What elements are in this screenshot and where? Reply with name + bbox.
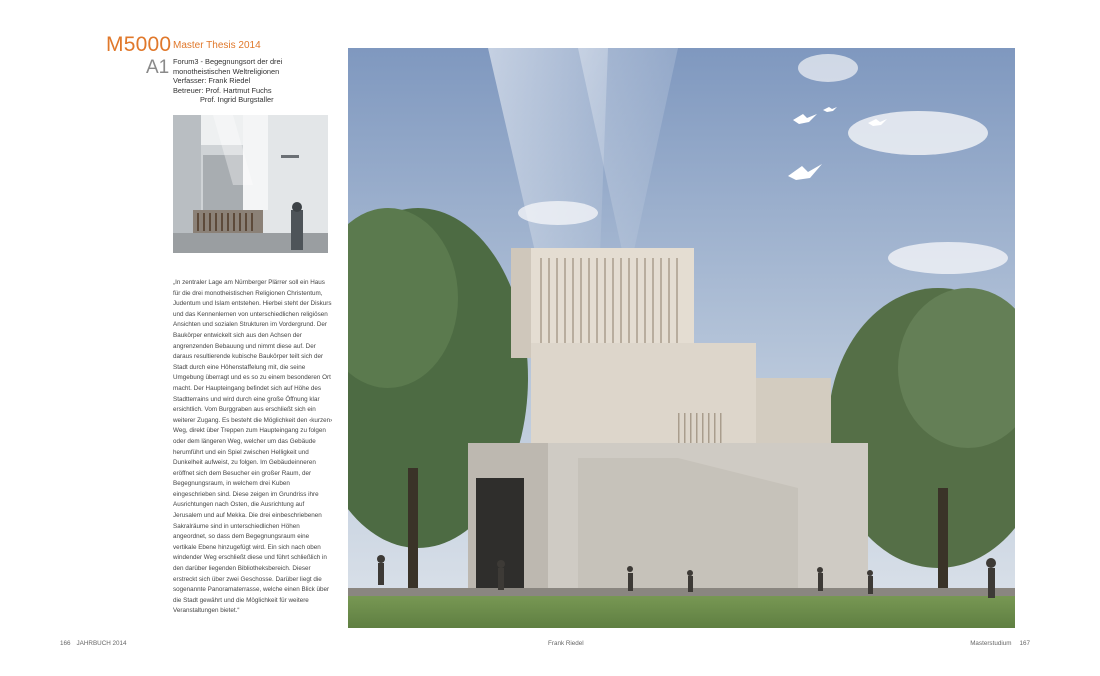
exterior-render-image (348, 48, 1015, 628)
body-paragraph: „In zentraler Lage am Nürnberger Plärrer soll ein Haus für die drei monotheistischen Religionen Christentum, Judentum und Islam entstehen. Hierbei steht der Diskurs und das Kennenlernen von unterschiedlichen religiösen Ansichten und sozialen Strukturen im Vordergrund. Der Baukörper entwickelt sich aus den Achsen der angrenzenden Bebauung und nimmt diese auf. Der daraus resultierende kubische Baukörper teilt sich der Stadt durch eine Höhenstaffelung mit, die seine Umgebung überragt und es so zu einem besonderen Ort macht. Der Haupteingang befindet sich auf Höhe des Stadtterrains und wird durch eine große Öffnung klar ersichtlich. Vom Burggraben aus erschließt sich ein weiterer Zugang. Es besteht die Möglichkeit den ‹kurzen› Weg, direkt über Treppen zum Haupteingang zu folgen oder dem längeren Weg, welcher um das Gebäude herumführt und ein Spiel zwischen Helligkeit und Dunkelheit aufweist, zu folgen. Im Gebäudeinneren eröffnet sich dem Besucher ein großer Raum, der Begegnungsraum, in welchem drei Kuben eingeschrieben sind. Diese zeigen im Grundriss ihre Ausrichtungen nach Osten, die Ausrichtung auf Jerusalem und auf Mekka. Die drei einbeschriebenen Sakralräume sind in unterschiedlichen Höhen angeordnet, so dass dem Begegnungsraum eine vertikale Ebene hinzugefügt wird. Ein sich nach oben windender Weg erschließt diese und führt schließlich in den darüber liegenden Bibliotheksbereich. Dieser erstreckt sich über zwei Geschosse. Darüber liegt die sogenannte Panoramaterrasse, welche einen Blick über die Stadt gewährt und die Möglichkeit für weitere Veranstaltungen bietet.“ (173, 279, 333, 615)
interior-thumbnail (173, 115, 328, 253)
project-title-line-1: Forum3 - Begegnungsort der drei (173, 57, 283, 66)
supervisor-2: Prof. Ingrid Burgstaller (200, 95, 274, 105)
footer-left (60, 640, 127, 647)
author: Verfasser: Frank Riedel (173, 76, 251, 86)
footer-left-label: JAHRBUCH 2014 (76, 640, 127, 647)
project-title-line-2: monotheistischen Weltreligionen (173, 66, 280, 76)
body-text (173, 278, 333, 617)
footer-right (970, 640, 1030, 647)
project-info (173, 57, 333, 105)
interior-render-image (173, 115, 328, 253)
page-number-right: 167 (1019, 640, 1030, 647)
page-number-left: 166 (60, 640, 71, 647)
footer-right-label: Masterstudium (970, 640, 1012, 647)
hero-image (348, 48, 1015, 628)
project-code: M5000 (106, 33, 172, 56)
thesis-label: Master Thesis 2014 (173, 40, 261, 51)
sub-code: A1 (146, 57, 170, 78)
supervisor-1: Betreuer: Prof. Hartmut Fuchs (173, 85, 272, 95)
footer-author: Frank Riedel (548, 640, 584, 647)
